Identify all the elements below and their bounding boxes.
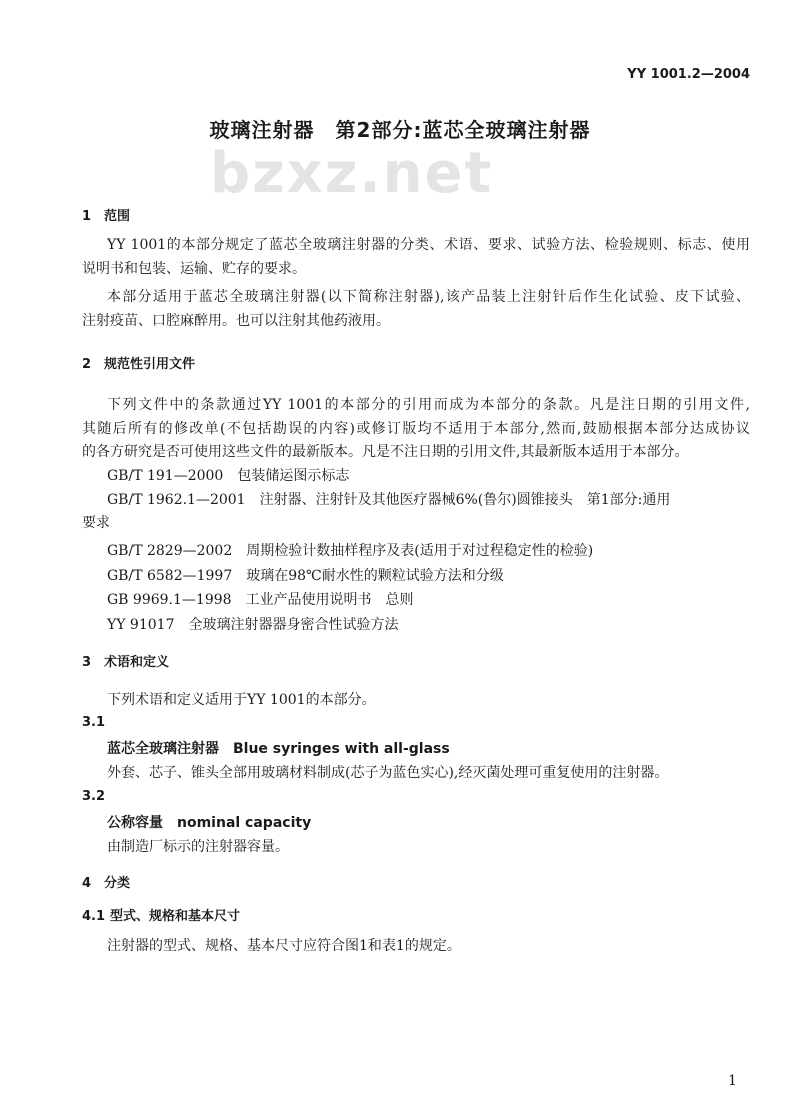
reference-item: GB/T 191—2000 包装储运图示标志	[107, 468, 350, 484]
reference-item: GB/T 2829—2002 周期检验计数抽样程序及表(适用于对过程稳定性的检验)	[107, 543, 594, 559]
section-2-heading: 2 规范性引用文件	[82, 357, 196, 372]
reference-item: YY 91017 全玻璃注射器器身密合性试验方法	[107, 617, 399, 633]
paragraph-line: YY 1001的本部分规定了蓝芯全玻璃注射器的分类、术语、要求、试验方法、检验规则、标志、使用	[107, 237, 750, 253]
reference-item: GB/T 6582—1997 玻璃在98℃耐水性的颗粒试验方法和分级	[107, 568, 504, 584]
paragraph-line: 的各方研究是否可使用这些文件的最新版本。凡是不注日期的引用文件,其最新版本适用于本部分。	[82, 444, 689, 460]
section-3-heading: 3 术语和定义	[82, 655, 170, 670]
paragraph-line: 下列文件中的条款通过YY 1001的本部分的引用而成为本部分的条款。凡是注日期的引用文件,	[107, 397, 750, 413]
paragraph-line: 注射器的型式、规格、基本尺寸应符合图1和表1的规定。	[107, 938, 461, 954]
reference-item-continuation: 要求	[82, 515, 110, 531]
document-number: YY 1001.2—2004	[627, 67, 750, 82]
reference-item: GB 9969.1—1998 工业产品使用说明书 总则	[107, 592, 414, 608]
paragraph-line: 注射疫苗、口腔麻醉用。也可以注射其他药液用。	[82, 313, 390, 329]
section-1-heading: 1 范围	[82, 209, 131, 224]
term-definition: 由制造厂标示的注射器容量。	[107, 839, 289, 855]
document-title: 玻璃注射器 第2部分:蓝芯全玻璃注射器	[209, 118, 591, 142]
paragraph-line: 说明书和包装、运输、贮存的要求。	[82, 261, 306, 277]
paragraph-line: 其随后所有的修改单(不包括勘误的内容)或修订版均不适用于本部分,然而,鼓励根据本部分达成协议	[82, 421, 750, 437]
watermark: bzxz.net	[210, 141, 494, 206]
subsection-4-1-heading: 4.1 型式、规格和基本尺寸	[82, 909, 241, 924]
term-number: 3.1	[82, 715, 106, 730]
page-number: 1	[728, 1073, 737, 1089]
reference-item: GB/T 1962.1—2001 注射器、注射针及其他医疗器械6%(鲁尔)圆锥接头 第1部分:通用	[107, 492, 671, 508]
paragraph-line: 本部分适用于蓝芯全玻璃注射器(以下简称注射器),该产品装上注射针后作生化试验、皮下试验、	[107, 289, 750, 305]
term-name: 公称容量 nominal capacity	[107, 815, 312, 831]
paragraph-line: 下列术语和定义适用于YY 1001的本部分。	[107, 692, 376, 708]
term-number: 3.2	[82, 789, 106, 804]
term-name: 蓝芯全玻璃注射器 Blue syringes with all-glass	[107, 741, 450, 757]
section-4-heading: 4 分类	[82, 876, 131, 891]
term-definition: 外套、芯子、锥头全部用玻璃材料制成(芯子为蓝色实心),经灭菌处理可重复使用的注射器。	[107, 765, 669, 781]
